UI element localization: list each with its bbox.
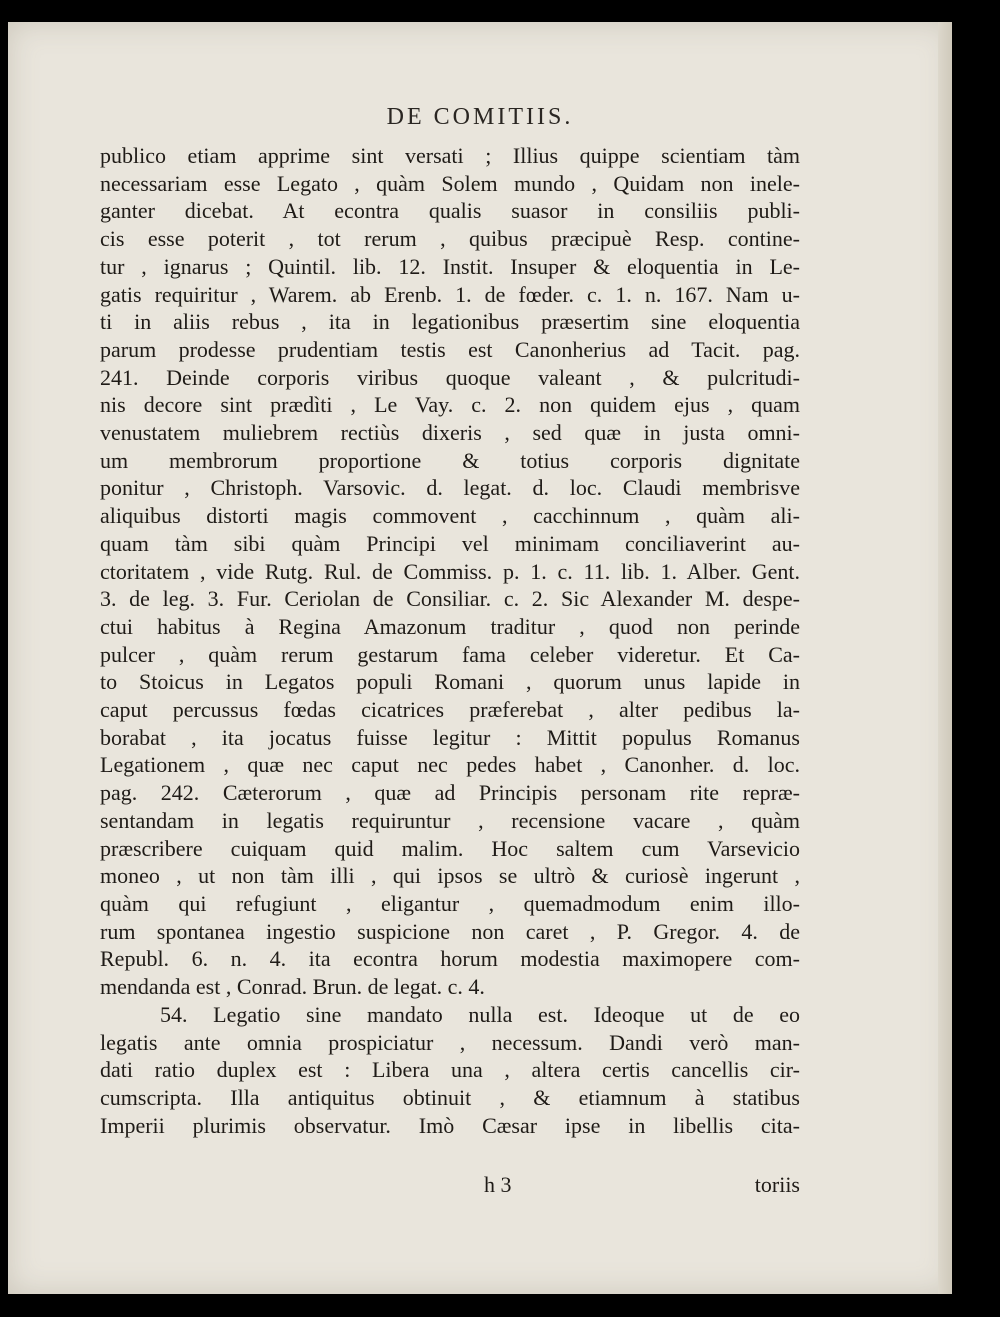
text-line: 3. de leg. 3. Fur. Ceriolan de Consiliar. c. 2. Sic Alexander M. despe- — [100, 586, 800, 612]
text-line: ctoritatem , vide Rutg. Rul. de Commiss. p. 1. c. 11. lib. 1. Alber. Gent. — [100, 558, 800, 584]
text-line: gatis requiritur , Warem. ab Erenb. 1. de fœder. c. 1. n. 167. Nam u- — [100, 281, 800, 307]
text-line: ti in aliis rebus , ita in legationibus præsertim sine eloquentia — [100, 309, 800, 335]
text-line: Legationem , quæ nec caput nec pedes habet , Canonher. d. loc. — [100, 752, 800, 778]
body-text — [100, 142, 800, 1139]
paragraph-start-line: 54. Legatio sine mandato nulla est. Ideoque ut de eo — [160, 1001, 800, 1027]
text-line: Imperii plurimis observatur. Imò Cæsar ipse in libellis cita- — [100, 1112, 800, 1138]
text-line: moneo , ut non tàm illi , qui ipsos se ultrò & curiosè ingerunt , — [100, 863, 800, 889]
text-line: legatis ante omnia prospiciatur , necessum. Dandi verò man- — [100, 1029, 800, 1055]
text-line: tur , ignarus ; Quintil. lib. 12. Instit. Insuper & eloquentia in Le- — [100, 253, 800, 279]
text-line: ponitur , Christoph. Varsovic. d. legat. d. loc. Claudi membrisve — [100, 475, 800, 501]
text-line: pulcer , quàm rerum gestarum fama celeber videretur. Et Ca- — [100, 641, 800, 667]
running-head: DE COMITIIS. — [386, 104, 574, 130]
signature-mark: h 3 — [484, 1172, 512, 1197]
text-line: mendanda est , Conrad. Brun. de legat. c. 4. — [100, 974, 485, 1000]
page-footer — [100, 1172, 800, 1202]
text-line: venustatem muliebrem rectiùs dixeris , sed quæ in justa omni- — [100, 420, 800, 446]
text-line: dati ratio duplex est : Libera una , altera certis cancellis cir- — [100, 1057, 800, 1083]
text-line: rum spontanea ingestio suspicione non caret , P. Gregor. 4. de — [100, 918, 800, 944]
text-line: publico etiam apprime sint versati ; Illius quippe scientiam tàm — [100, 143, 800, 168]
text-line: to Stoicus in Legatos populi Romani , quorum unus lapide in — [100, 669, 800, 695]
text-line: præscribere cuiquam quid malim. Hoc saltem cum Varsevicio — [100, 835, 800, 861]
text-line: quàm qui refugiunt , eligantur , quemadmodum enim illo- — [100, 890, 800, 916]
text-line: nis decore sint prædìti , Le Vay. c. 2. non quidem ejus , quam — [100, 392, 800, 418]
text-line: cis esse poterit , tot rerum , quibus præcipuè Resp. contine- — [100, 226, 800, 252]
text-line: ctui habitus à Regina Amazonum traditur , quod non perinde — [100, 613, 800, 639]
text-line: caput percussus fœdas cicatrices præferebat , alter pedibus la- — [100, 697, 800, 723]
text-line: aliquibus distorti magis commovent , cacchinnum , quàm ali- — [100, 503, 800, 529]
text-line: Republ. 6. n. 4. ita econtra horum modestia maximopere com- — [100, 946, 800, 972]
text-line: necessariam esse Legato , quàm Solem mundo , Quidam non inele- — [100, 170, 800, 196]
page-edge — [938, 22, 952, 1294]
book-page — [8, 22, 952, 1294]
text-line: um membrorum proportione & totius corporis dignitate — [100, 447, 800, 473]
text-line: quam tàm sibi quàm Principi vel minimam conciliaverint au- — [100, 530, 800, 556]
text-line: pag. 242. Cæterorum , quæ ad Principis personam rite repræ- — [100, 780, 800, 806]
text-line: parum prodesse prudentiam testis est Canonherius ad Tacit. pag. — [100, 336, 800, 362]
text-line: borabat , ita jocatus fuisse legitur : Mittit populus Romanus — [100, 724, 800, 750]
text-line: 241. Deinde corporis viribus quoque valeant , & pulcritudi- — [100, 364, 800, 390]
catchword: toriis — [754, 1172, 800, 1197]
text-line: sentandam in legatis requiruntur , recensione vacare , quàm — [100, 807, 800, 833]
text-line: cumscripta. Illa antiquitus obtinuit , & etiamnum à statibus — [100, 1084, 800, 1110]
text-line: ganter dicebat. At econtra qualis suasor in consiliis publi- — [100, 198, 800, 224]
